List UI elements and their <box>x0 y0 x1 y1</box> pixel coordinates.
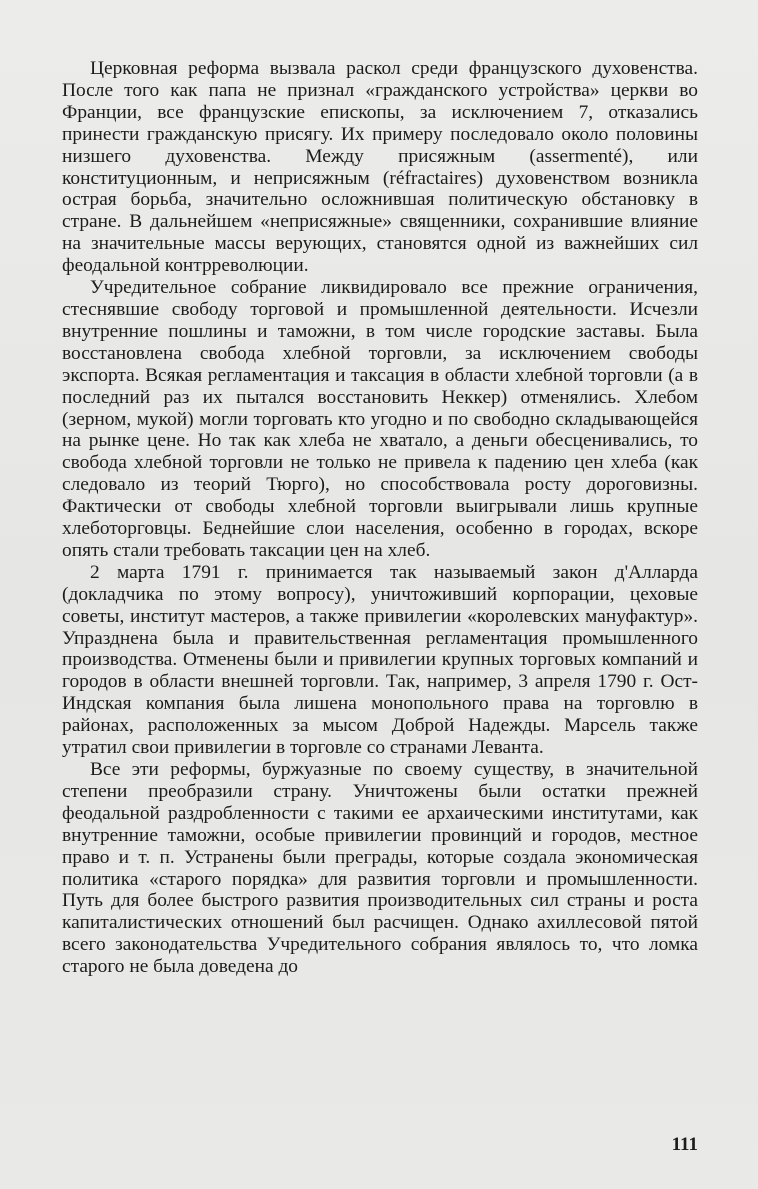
paragraph-trade-freedom: Учредительное собрание ликвидировало все прежние ограничения, стеснявшие свободу торговой и промышленной деятельности. Исчезли внутренние пошлины и таможни, в том числе городские заставы. Была восстановлена свобода хлебной торговли, за исключением свободы экспорта. Всякая регламентация и таксация в области хлебной торговли (а в последний раз их пытался восстановить Неккер) отменялись. Хлебом (зерном, мукой) могли торговать кто угодно и по свободно складывающейся на рынке цене. Но так как хлеба не хватало, а деньги обесценивались, то свобода хлебной торговли не только не привела к падению цен хлеба (как следовало из теорий Тюрго), но способствовала росту дороговизны. Фактически от свободы хлебной торговли выигрывали лишь крупные хлеботорговцы. Беднейшие слои населения, особенно в городах, вскоре опять стали требовать таксации цен на хлеб. <box>62 277 698 561</box>
paragraph-reforms-summary: Все эти реформы, буржуазные по своему существу, в значительной степени преобразили страну. Уничтожены были остатки прежней феодальной раздробленности с такими ее архаическими институтами, как внутренние таможни, особые привилегии провинций и городов, местное право и т. п. Устранены были преграды, которые создала экономическая политика «старого порядка» для развития торговли и промышленности. Путь для более быстрого развития производительных сил страны и роста капиталистических отношений был расчищен. Однако ахиллесовой пятой всего законодательства Учредительного собрания являлось то, что ломка старого не была доведена до <box>62 759 698 978</box>
body-text <box>62 58 698 978</box>
paragraph-allarde-law: 2 марта 1791 г. принимается так называемый закон д'Алларда (докладчика по этому вопросу), уничтоживший корпорации, цеховые советы, институт мастеров, а также привилегии «королевских мануфактур». Упразднена была и правительственная регламентация промышленного производства. Отменены были и привилегии крупных торговых компаний и городов в области внешней торговли. Так, например, 3 апреля 1790 г. Ост-Индская компания была лишена монопольного права на торговлю в районах, расположенных за мысом Доброй Надежды. Марсель также утратил свои привилегии в торговле со странами Леванта. <box>62 561 698 759</box>
page-number: 111 <box>671 1134 698 1155</box>
paragraph-church-reform: Церковная реформа вызвала раскол среди французского духовенства. После того как папа не признал «гражданского устройства» церкви во Франции, все французские епископы, за исключением 7, отказались принести гражданскую присягу. Их примеру последовало около половины низшего духовенства. Между присяжным (assermenté), или конституционным, и неприсяжным (réfractaires) духовенством возникла острая борьба, значительно осложнившая политическую обстановку в стране. В дальнейшем «неприсяжные» священники, сохранившие влияние на значительные массы верующих, становятся одной из важнейших сил феодальной контрреволюции. <box>62 58 698 277</box>
